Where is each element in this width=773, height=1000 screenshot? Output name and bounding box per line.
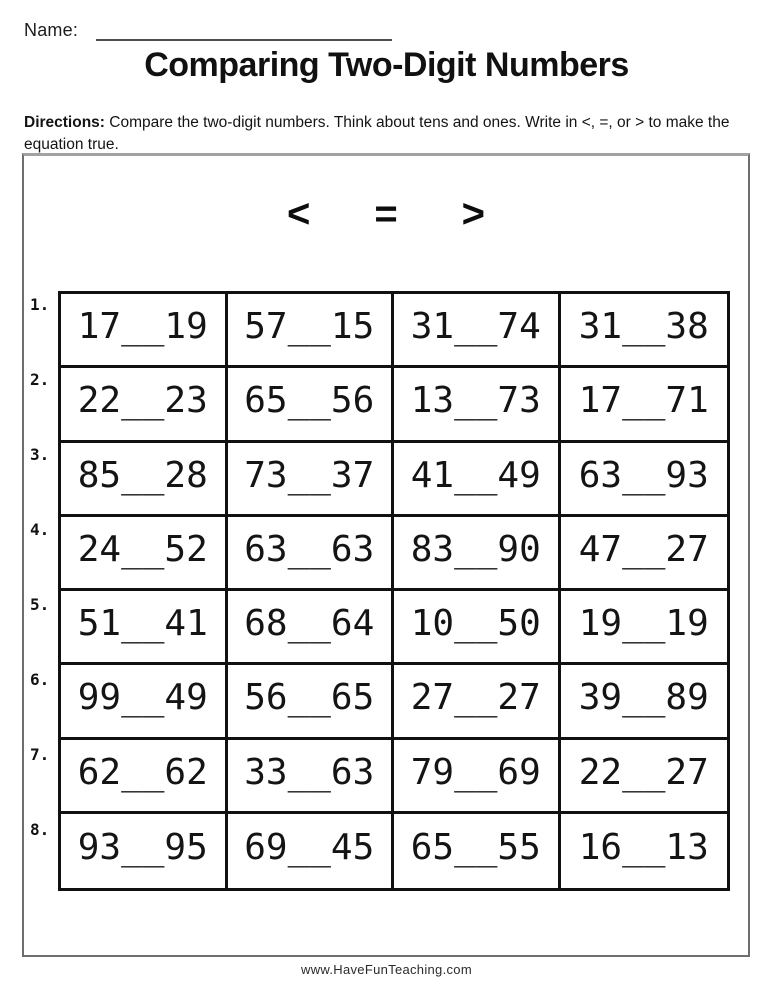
problem-cell: 85__28 (61, 443, 228, 517)
problem-cell: 79__69 (394, 740, 561, 814)
problem-cell: 41__49 (394, 443, 561, 517)
footer-url: www.HaveFunTeaching.com (301, 962, 472, 977)
problem-cell: 17__19 (61, 294, 228, 368)
problem-cell: 31__74 (394, 294, 561, 368)
equals-symbol: = (374, 192, 398, 236)
problem-cell: 19__19 (561, 591, 728, 665)
problem-cell: 13__73 (394, 368, 561, 442)
name-label: Name: (24, 20, 79, 40)
problem-cell: 62__62 (61, 740, 228, 814)
row-number: 4. (30, 520, 50, 539)
name-row (24, 20, 392, 41)
problem-cell: 63__63 (228, 517, 395, 591)
problem-cell: 16__13 (578, 827, 709, 869)
comparison-symbols (24, 192, 748, 237)
row-numbers (30, 291, 56, 891)
greater-than-symbol: > (461, 192, 486, 236)
row-number: 5. (30, 595, 50, 614)
problem-cell: 47__27 (561, 517, 728, 591)
problem-cell: 68__64 (228, 591, 395, 665)
problem-cell: 63__93 (561, 443, 728, 517)
problem-cell: 22__27 (561, 740, 728, 814)
row-number: 1. (30, 295, 50, 314)
problem-cell: 56__65 (228, 665, 395, 739)
less-than-symbol: < (286, 192, 311, 236)
problem-cell: 83__90 (394, 517, 561, 591)
name-fill-in-line (96, 23, 392, 41)
problem-cell: 73__37 (228, 443, 395, 517)
problem-cell: 99__49 (61, 665, 228, 739)
directions (24, 112, 730, 155)
problem-cell: 57__15 (228, 294, 395, 368)
problem-cell: 39__89 (561, 665, 728, 739)
problem-cell: 17__71 (561, 368, 728, 442)
problem-cell: 69__45 (228, 814, 395, 888)
problem-grid (58, 291, 730, 891)
page-title: Comparing Two-Digit Numbers (144, 46, 629, 84)
directions-label: Directions: (24, 114, 105, 131)
problem-cell: 93__95 (61, 814, 228, 888)
row-number: 8. (30, 820, 50, 839)
directions-text: Compare the two-digit numbers. Think about tens and ones. Write in <, =, or > to make the equation true. (24, 114, 730, 153)
problem-cell: 33__63 (228, 740, 395, 814)
row-number: 2. (30, 370, 50, 389)
problem-cell: 27__27 (394, 665, 561, 739)
row-number: 3. (30, 445, 50, 464)
worksheet-box (22, 153, 750, 957)
problem-cell: 65__55 (394, 814, 561, 888)
problem-cell: 51__41 (61, 591, 228, 665)
problem-cell: 22__23 (61, 368, 228, 442)
problem-cell: 65__56 (228, 368, 395, 442)
row-number: 6. (30, 670, 50, 689)
problem-cell: 31__38 (561, 294, 728, 368)
problem-cell: 24__52 (61, 517, 228, 591)
problem-cell: 10__50 (394, 591, 561, 665)
row-number: 7. (30, 745, 50, 764)
